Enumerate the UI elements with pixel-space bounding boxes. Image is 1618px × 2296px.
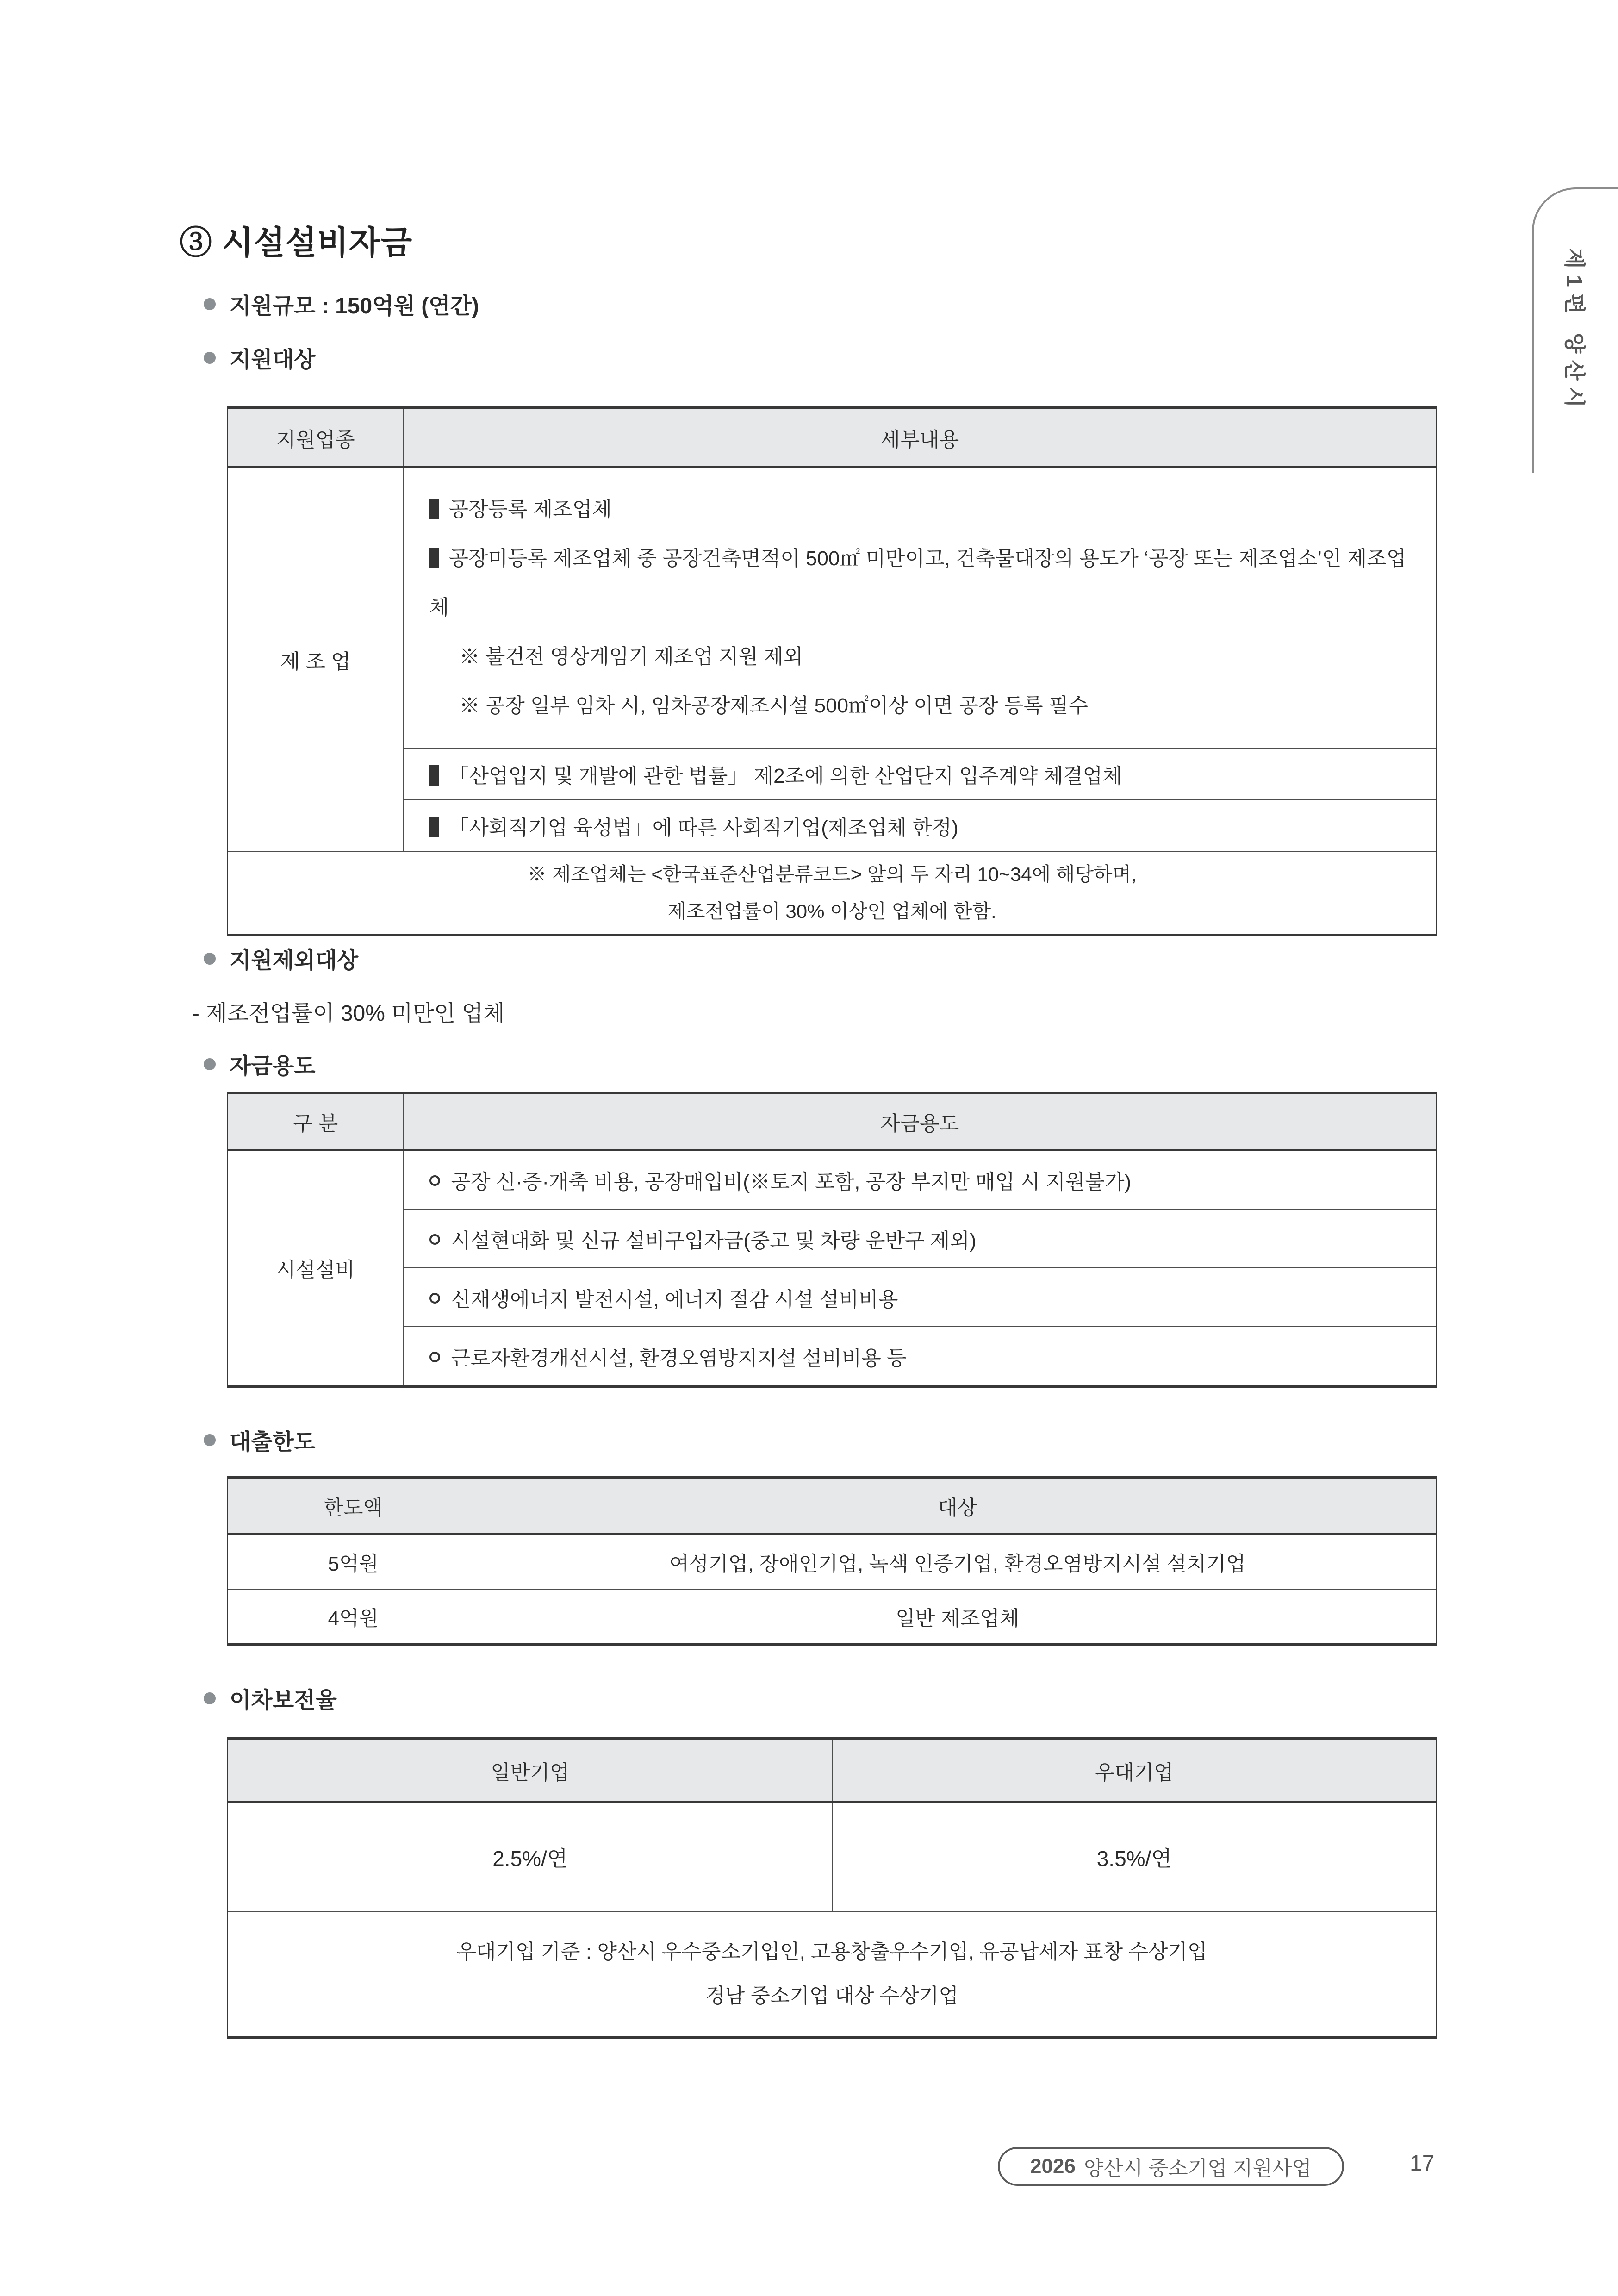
detail-item: 공장등록 제조업체 <box>429 485 1411 534</box>
support-target-table <box>227 406 1437 936</box>
table-row <box>228 800 1437 852</box>
table-row <box>228 467 1437 748</box>
limit-amount-cell: 4억원 <box>228 1589 479 1645</box>
usage-cell: 시설현대화 및 신규 설비구입자금(중고 및 차량 운반구 제외) <box>404 1209 1437 1268</box>
col-header-category: 구 분 <box>228 1093 404 1150</box>
note-line: 경남 중소기업 대상 수상기업 <box>705 1984 958 2007</box>
footer-badge-text: 양산시 중소기업 지원사업 <box>1083 2157 1312 2180</box>
fund-usage-table <box>227 1092 1437 1388</box>
table-note-cell <box>228 852 1437 935</box>
detail-item: 공장미등록 제조업체 중 공장건축면적이 500㎡ 미만이고, 건축물대장의 용도가 ‘공장 또는 제조업소’인 제조업체 <box>429 547 1406 619</box>
footer-badge <box>998 2147 1344 2186</box>
section-exclusion <box>204 942 358 974</box>
note-line: 제조전업률이 30% 이상인 업체에 한함. <box>667 900 996 922</box>
usage-cell: 근로자환경개선시설, 환경오염방지지설 설비비용 등 <box>404 1327 1437 1386</box>
rate-preferred-cell: 3.5%/연 <box>833 1802 1437 1911</box>
table-header-row <box>228 1477 1437 1534</box>
chapter-side-tab <box>1532 187 1618 473</box>
section-exclusion-label: 지원제외대상 <box>230 948 359 973</box>
note-line: ※ 제조업체는 <한국표준산업분류코드> 앞의 두 자리 10~34에 해당하며, <box>527 863 1137 885</box>
table-header-row <box>228 408 1437 467</box>
section-target <box>204 342 315 374</box>
chapter-side-tab-label: 제1편 양산시 <box>1562 248 1587 414</box>
circle-bullet-icon <box>429 1175 440 1186</box>
bullet-icon <box>204 352 216 364</box>
section-limit-label: 대출한도 <box>230 1430 316 1454</box>
section-scale-label: 지원규모 : 150억원 (연간) <box>230 294 479 318</box>
col-header-preferred: 우대기업 <box>833 1738 1437 1802</box>
col-header-target: 대상 <box>479 1477 1437 1534</box>
detail-note: ※ 공장 일부 임차 시, 임차공장제조시설 500㎡이상 이면 공장 등록 필수 <box>459 694 1088 717</box>
table-row <box>228 748 1437 800</box>
col-header-detail: 세부내용 <box>404 408 1437 467</box>
table-header-row <box>228 1093 1437 1150</box>
rate-general-cell: 2.5%/연 <box>228 1802 833 1911</box>
table-note-row <box>228 1911 1437 2037</box>
section-rate <box>204 1682 337 1714</box>
loan-limit-table <box>227 1476 1437 1646</box>
table-row <box>228 1327 1437 1386</box>
note-line: 우대기업 기준 : 양산시 우수중소기업인, 고용창출우수기업, 유공납세자 표창 수상기업 <box>456 1940 1207 1963</box>
table-row <box>228 1268 1437 1327</box>
exclusion-item: - 제조전업률이 30% 미만인 업체 <box>192 1001 505 1026</box>
industry-cell: 제 조 업 <box>228 467 404 852</box>
square-bullet-icon <box>429 817 439 837</box>
detail-note: ※ 불건전 영상게임기 제조업 지원 제외 <box>459 645 803 668</box>
table-row <box>228 1209 1437 1268</box>
circle-bullet-icon <box>429 1234 440 1245</box>
square-bullet-icon <box>429 548 439 568</box>
section-rate-label: 이차보전율 <box>230 1688 337 1713</box>
detail-cell: 「사회적기업 육성법」에 따른 사회적기업(제조업체 한정) <box>404 800 1437 852</box>
limit-target-cell: 여성기업, 장애인기업, 녹색 인증기업, 환경오염방지시설 설치기업 <box>479 1534 1437 1589</box>
category-cell: 시설설비 <box>228 1150 404 1386</box>
bullet-icon <box>204 953 216 965</box>
table-row <box>228 1589 1437 1645</box>
col-header-amount: 한도액 <box>228 1477 479 1534</box>
circle-bullet-icon <box>429 1293 440 1304</box>
table-row <box>228 1802 1437 1911</box>
footer-badge-year: 2026 <box>1030 2155 1076 2177</box>
col-header-industry: 지원업종 <box>228 408 404 467</box>
section-target-label: 지원대상 <box>230 348 316 372</box>
limit-amount-cell: 5억원 <box>228 1534 479 1589</box>
square-bullet-icon <box>429 499 439 519</box>
interest-rate-table <box>227 1737 1437 2039</box>
usage-cell: 공장 신·증·개축 비용, 공장매입비(※토지 포함, 공장 부지만 매입 시 지원불가) <box>404 1150 1437 1209</box>
page-title: ③ 시설설비자금 <box>180 225 413 261</box>
limit-target-cell: 일반 제조업체 <box>479 1589 1437 1645</box>
detail-cell <box>404 467 1437 748</box>
table-header-row <box>228 1738 1437 1802</box>
rate-note-cell <box>228 1911 1437 2037</box>
bullet-icon <box>204 298 216 310</box>
bullet-icon <box>204 1058 216 1070</box>
circle-bullet-icon <box>429 1352 440 1362</box>
section-limit <box>204 1424 315 1456</box>
page-number: 17 <box>1410 2151 1435 2176</box>
col-header-general: 일반기업 <box>228 1738 833 1802</box>
bullet-icon <box>204 1692 216 1704</box>
square-bullet-icon <box>429 765 439 786</box>
section-scale <box>204 288 479 320</box>
col-header-usage: 자금용도 <box>404 1093 1437 1150</box>
section-usage-label: 자금용도 <box>230 1054 316 1079</box>
section-usage <box>204 1048 315 1080</box>
table-row <box>228 1534 1437 1589</box>
usage-cell: 신재생에너지 발전시설, 에너지 절감 시설 설비비용 <box>404 1268 1437 1327</box>
table-row <box>228 1150 1437 1209</box>
detail-cell: 「산업입지 및 개발에 관한 법률」 제2조에 의한 산업단지 입주계약 체결업체 <box>404 748 1437 800</box>
bullet-icon <box>204 1434 216 1446</box>
table-note-row <box>228 852 1437 935</box>
